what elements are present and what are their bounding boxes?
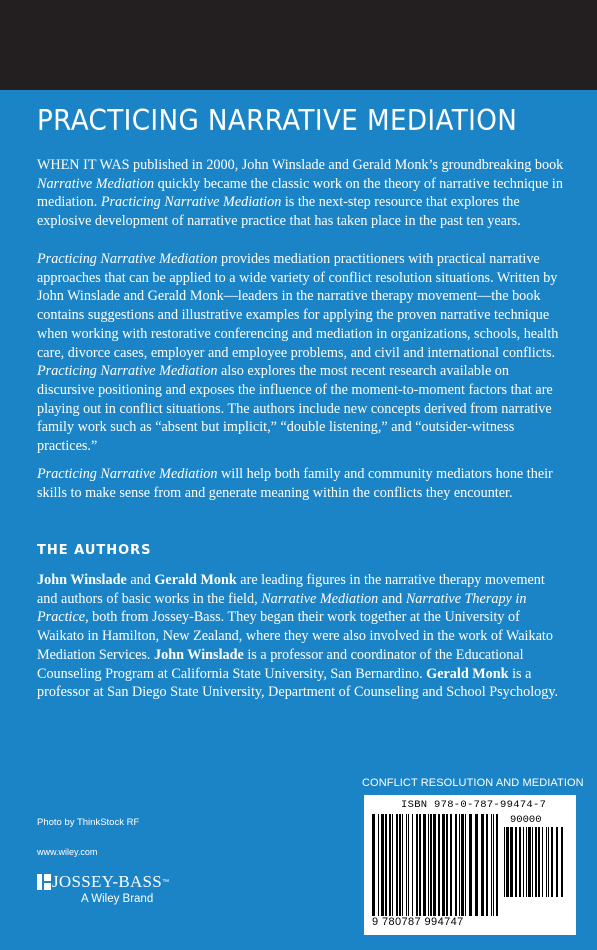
barcode-bar [493, 814, 494, 916]
barcode-bar [475, 814, 478, 916]
italic-title: Practicing Narrative Mediation [100, 194, 282, 211]
barcode-bar [515, 827, 517, 897]
author-name: Gerald Monk [426, 665, 509, 682]
authors-paragraph [37, 571, 567, 702]
barcode-bar [406, 814, 407, 916]
barcode-bar [438, 814, 440, 916]
price-barcode [504, 827, 564, 897]
barcode-bar [519, 827, 521, 897]
text-run: is a professor and coordinator of the Educational Counseling Program at California State University, San Bernardino. [37, 646, 524, 682]
barcode-bar [455, 814, 457, 916]
barcode-bar [416, 814, 418, 916]
barcode-bar [551, 827, 553, 897]
jossey-bass-mark-icon [37, 874, 51, 890]
barcode-bar [528, 827, 531, 897]
barcode-bar [538, 827, 540, 897]
barcode-bar [486, 814, 488, 916]
barcode-bar [542, 827, 543, 897]
text-run: and [126, 572, 155, 588]
author-name: John Winslade [37, 572, 127, 588]
barcode-bar [389, 814, 391, 916]
ean-digits: 9 780787 994747 [372, 916, 464, 928]
barcode-bar [430, 814, 432, 916]
barcode-bar [561, 827, 563, 897]
barcode-bar [459, 814, 460, 916]
barcode-bar [481, 814, 484, 916]
barcode-bar [442, 814, 445, 916]
barcode-bar [408, 814, 409, 916]
text-run: , both from Jossey-Bass. They began their work together at the University of Waikato in Hamilton, New Zealand, where they were also involved in the work of Waikato Mediation Services. [37, 609, 553, 663]
barcode-bar [546, 827, 547, 897]
barcode-bar [381, 814, 384, 916]
text-run: is a professor at San Diego State University, Department of Counseling and School Psychology. [37, 665, 559, 701]
text-run: provides mediation practitioners with practical narrative approaches that can be applied to a wide variety of conflict resolution situations. Written by John Winslade and Gerald Monk—leaders in the narrative therapy movement—the book contains suggestions and illustrative examples for applying the proven narrative technique when working with restorative conferencing and mediation in organizations, schools, health care, divorce cases, employer and employee problems, and civil and international conflicts. [37, 251, 559, 361]
barcode-bar [412, 814, 413, 916]
text-run: WHEN IT WAS published in 2000, John Winslade and Gerald Monk’s groundbreaking book [37, 157, 564, 173]
description-paragraph-2 [37, 250, 567, 456]
barcode-bar [556, 827, 558, 897]
barcode-bar [378, 814, 379, 916]
price-code: 90000 [510, 814, 542, 826]
barcode-bar [450, 814, 452, 916]
italic-title: Practicing Narrative Mediation [37, 251, 218, 267]
barcode-bar [372, 814, 375, 916]
italic-title: Narrative Mediation [37, 175, 155, 192]
text-run: quickly became the classic work on the theory of narrative technique in mediation. [37, 175, 563, 211]
description-paragraph-3 [37, 465, 567, 502]
authors-heading: THE AUTHORS [37, 543, 152, 558]
barcode-bar [396, 814, 398, 916]
italic-title: Practicing Narrative Mediation [37, 363, 218, 380]
barcode-bar [433, 814, 436, 916]
text-run: also explores the most recent research available on discursive positioning and exposes the influence of the moment-to-moment factors that are playing out in conflict situations. The authors include new concepts derived from narrative family work such as “absent but implicit,” “double listening,” and “outsider-witness practices.” [37, 363, 553, 455]
publisher-logo [37, 873, 169, 905]
barcode-bar [496, 814, 498, 916]
trademark-symbol: ™ [162, 878, 170, 886]
website-link[interactable]: www.wiley.com [37, 847, 98, 857]
text-run: are leading figures in the narrative therapy movement and authors of basic works in the field, [37, 572, 545, 607]
barcode-bar [535, 827, 537, 897]
publisher-name: JOSSEY-BASS [52, 872, 163, 891]
barcode-bar [399, 814, 401, 916]
photo-credit: Photo by ThinkStock RF [37, 817, 140, 828]
author-name: Gerald Monk [154, 572, 237, 588]
barcode-bar [491, 814, 492, 916]
barcode-bar [461, 814, 464, 916]
italic-title: Narrative Therapy in Practice [37, 590, 527, 626]
barcode-bar [510, 827, 513, 897]
barcode-bar [446, 814, 448, 916]
barcode-bar [532, 827, 533, 897]
ean-barcode [372, 814, 502, 916]
barcode-bar [469, 814, 472, 916]
barcode-bar [526, 827, 527, 897]
barcode-bar [504, 827, 505, 897]
text-run: and [378, 590, 406, 607]
barcode-bar [548, 827, 549, 897]
italic-title: Narrative Mediation [261, 590, 379, 607]
barcode-bar [465, 814, 466, 916]
italic-title: Practicing Narrative Mediation [37, 466, 218, 482]
text-run: is the next-step resource that explores the explosive development of narrative practice that has taken place in the past ten years. [37, 194, 521, 230]
barcode-panel [364, 795, 576, 935]
description-paragraph-1 [37, 156, 567, 231]
publisher-tagline: A Wiley Brand [81, 893, 154, 905]
book-title: PRACTICING NARRATIVE MEDIATION [37, 104, 518, 137]
barcode-bar [385, 814, 387, 916]
category-label: CONFLICT RESOLUTION AND MEDIATION [362, 777, 584, 789]
barcode-bar [423, 814, 426, 916]
barcode-bar [428, 814, 429, 916]
barcode-bar [506, 827, 509, 897]
barcode-bar [419, 814, 421, 916]
barcode-bar [402, 814, 403, 916]
barcode-bar [523, 827, 524, 897]
top-band [0, 0, 597, 90]
barcode-bar [392, 814, 393, 916]
author-name: John Winslade [154, 646, 244, 663]
text-run: will help both family and community mediators hone their skills to make sense from and generate meaning within the conflicts they encounter. [37, 466, 553, 501]
isbn-number: ISBN 978-0-787-99474-7 [401, 799, 547, 811]
